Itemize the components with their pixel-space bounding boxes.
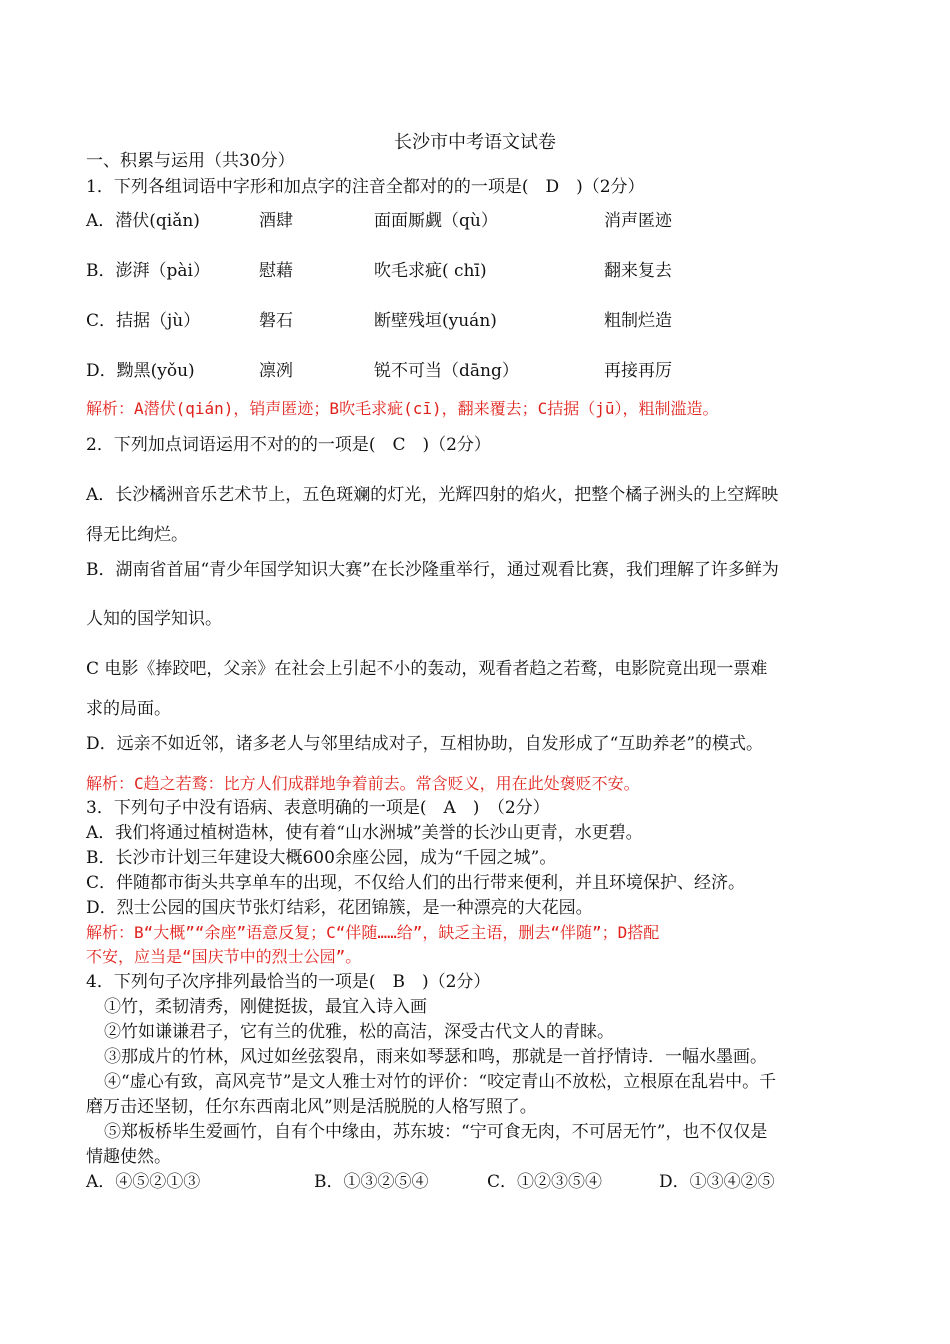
q3-analysis-line2: 不安，应当是“国庆节中的烈士公园”。 xyxy=(86,947,362,966)
q1-d-3: 锐不可当（dāng） xyxy=(374,361,519,381)
q2-option-b-line1: B．湖南省首届“青少年国学知识大赛”在长沙隆重举行，通过观看比赛，我们理解了许多鲜为 xyxy=(86,560,779,580)
q4-stem: 4．下列句子次序排列最恰当的一项是( B )（2分） xyxy=(86,972,491,992)
q4-sentence-4-line1: ④“虚心有致，高风亮节”是文人雅士对竹的评价：“咬定青山不放松，立根原在乱岩中。千 xyxy=(104,1072,777,1092)
q1-d-4: 再接再厉 xyxy=(604,361,672,381)
q1-analysis: 解析：A潜伏(qián)，销声匿迹；B吹毛求疵(cī)，翻来覆去；C拮据（jū），粗制滥造。 xyxy=(86,399,719,418)
q3-option-d: D．烈士公园的国庆节张灯结彩，花团锦簇，是一种漂亮的大花园。 xyxy=(86,898,593,918)
q1-a-4: 消声匿迹 xyxy=(604,211,672,231)
q2-option-c-line2: 求的局面。 xyxy=(86,699,171,719)
q1-c-3: 断壁残垣(yuán) xyxy=(374,311,497,331)
section-heading: 一、积累与运用（共30分） xyxy=(86,151,295,171)
q4-option-b: B．①③②⑤④ xyxy=(314,1172,429,1192)
q3-option-a: A．我们将通过植树造林，使有着“山水洲城”美誉的长沙山更青，水更碧。 xyxy=(86,823,643,843)
q1-a-3: 面面厮觑（qù） xyxy=(374,211,498,231)
q1-b-3: 吹毛求疵( chī) xyxy=(374,261,487,281)
q3-option-c: C．伴随都市街头共享单车的出现，不仅给人们的出行带来便利，并且环境保护、经济。 xyxy=(86,873,746,893)
q2-option-a-line2: 得无比绚烂。 xyxy=(86,525,188,545)
q1-c-4: 粗制烂造 xyxy=(604,311,672,331)
q1-a-2: 酒肆 xyxy=(259,211,293,231)
q1-b-2: 慰藉 xyxy=(259,261,293,281)
q1-a-1: A．潜伏(qiǎn) xyxy=(86,211,200,231)
q3-stem: 3．下列句子中没有语病、表意明确的一项是( A ) （2分） xyxy=(86,798,550,818)
page-title: 长沙市中考语文试卷 xyxy=(394,132,556,153)
q1-b-1: B．澎湃（pài） xyxy=(86,261,210,281)
q1-d-1: D．黝黑(yǒu) xyxy=(86,361,195,381)
q3-option-b: B．长沙市计划三年建设大概600余座公园，成为“千园之城”。 xyxy=(86,848,557,868)
q2-option-c-line1: C 电影《捧跤吧，父亲》在社会上引起不小的轰动，观看者趋之若鹜，电影院竟出现一票难 xyxy=(86,659,768,679)
q4-sentence-2: ②竹如谦谦君子，它有兰的优雅，松的高洁，深受古代文人的青睐。 xyxy=(104,1022,614,1042)
q4-sentence-5-line2: 情趣使然。 xyxy=(86,1147,171,1167)
q1-c-1: C．拮据（jù） xyxy=(86,311,201,331)
q3-analysis-line1: 解析：B“大概”“余座”语意反复；C“伴随……给”，缺乏主语，删去“伴随”；D搭配 xyxy=(86,923,660,942)
q2-analysis: 解析：C趋之若鹜：比方人们成群地争着前去。常含贬义，用在此处褒贬不安。 xyxy=(86,774,640,793)
q4-sentence-1: ①竹，柔韧清秀，刚健挺拔，最宜入诗入画 xyxy=(104,997,427,1017)
q4-sentence-4-line2: 磨万击还坚韧，任尔东西南北风”则是活脱脱的人格写照了。 xyxy=(86,1097,537,1117)
q1-c-2: 磐石 xyxy=(259,311,293,331)
q2-option-d: D．远亲不如近邻，诸多老人与邻里结成对子，互相协助，自发形成了“互助养老”的模式。 xyxy=(86,734,764,754)
q2-option-b-line2: 人知的国学知识。 xyxy=(86,609,222,629)
q1-b-4: 翻来复去 xyxy=(604,261,672,281)
q2-stem: 2．下列加点词语运用不对的的一项是( C )（2分） xyxy=(86,435,491,455)
q4-option-d: D．①③④②⑤ xyxy=(659,1172,775,1192)
q2-option-a-line1: A．长沙橘洲音乐艺术节上，五色斑斓的灯光，光辉四射的焰火，把整个橘子洲头的上空辉映 xyxy=(86,485,779,505)
q4-sentence-5-line1: ⑤郑板桥毕生爱画竹，自有个中缘由，苏东坡：“宁可食无肉，不可居无竹”，也不仅仅是 xyxy=(104,1122,768,1142)
q1-stem: 1．下列各组词语中字形和加点字的注音全都对的的一项是( D )（2分） xyxy=(86,177,645,197)
q1-d-2: 凛冽 xyxy=(259,361,293,381)
q4-sentence-3: ③那成片的竹林，风过如丝弦裂帛，雨来如琴瑟和鸣，那就是一首抒情诗．一幅水墨画。 xyxy=(104,1047,767,1067)
q4-option-c: C．①②③⑤④ xyxy=(487,1172,603,1192)
q4-option-a: A．④⑤②①③ xyxy=(86,1172,201,1192)
